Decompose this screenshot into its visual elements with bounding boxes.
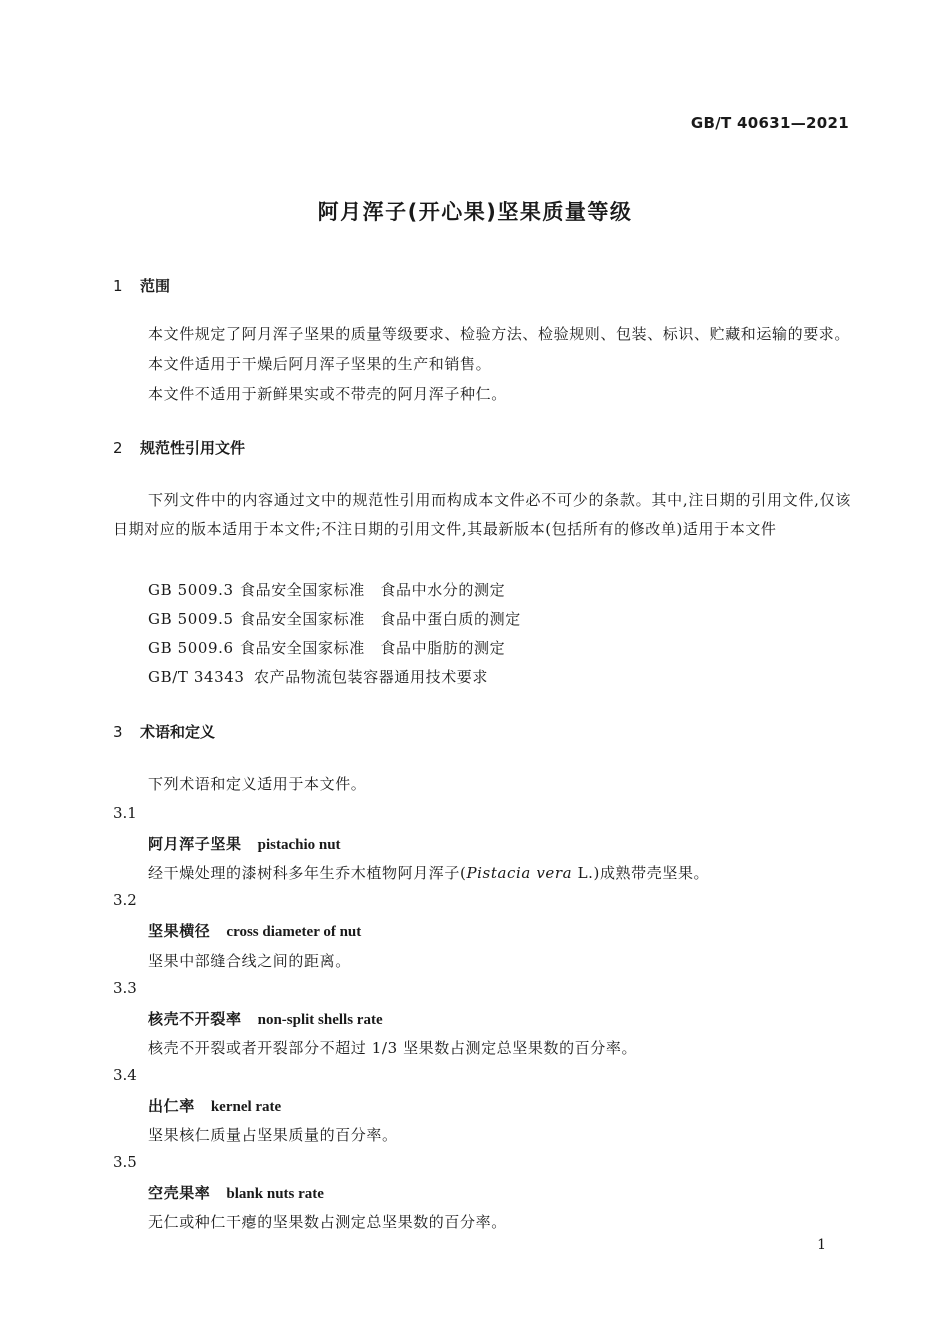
reference-code: GB/T 34343 [148,668,245,686]
term-zh: 出仁率 [148,1097,195,1115]
paragraph: 下列术语和定义适用于本文件。 [148,775,367,793]
term-heading [148,1182,324,1203]
term-number: 3.4 [113,1066,137,1084]
reference-item [148,608,521,629]
reference-code: GB 5009.5 [148,610,234,628]
term-en: blank nuts rate [226,1186,324,1202]
paragraph: 本文件不适用于新鲜果实或不带壳的阿月浑子种仁。 [148,385,507,403]
term-en: kernel rate [210,1099,282,1115]
term-number: 3.1 [113,804,137,822]
paragraph: 本文件规定了阿月浑子坚果的质量等级要求、检验方法、检验规则、包装、标识、贮藏和运输的要求。 [148,325,851,343]
page-number: 1 [817,1237,826,1253]
section-title: 范围 [140,277,171,295]
section-number: 1 [113,277,123,295]
reference-title: 食品安全国家标准 食品中蛋白质的测定 [240,610,521,628]
term-definition: 无仁或种仁干瘪的坚果数占测定总坚果数的百分率。 [148,1213,507,1231]
term-heading [148,833,341,854]
definition-text: 经干燥处理的漆树科多年生乔木植物阿月浑子( [148,864,467,882]
term-number: 3.2 [113,891,137,909]
term-heading [148,1095,281,1116]
reference-item [148,579,505,600]
term-number: 3.5 [113,1153,137,1171]
standard-number: GB/T 40631—2021 [690,114,849,132]
scientific-name: Pistacia vera [466,864,573,882]
document-title: 阿月浑子(开心果)坚果质量等级 [317,200,633,224]
reference-title: 食品安全国家标准 食品中脂肪的测定 [240,639,506,657]
section-1-heading [113,275,170,296]
section-title: 规范性引用文件 [140,439,246,457]
term-zh: 空壳果率 [148,1184,211,1202]
reference-code: GB 5009.3 [148,581,234,599]
section-3-heading [113,721,215,742]
term-en: non-split shells rate [257,1012,383,1028]
term-zh: 阿月浑子坚果 [148,835,242,853]
term-number: 3.3 [113,979,137,997]
reference-code: GB 5009.6 [148,639,234,657]
reference-item [148,666,488,687]
section-2-heading [113,437,245,458]
reference-title: 农产品物流包装容器通用技术要求 [254,668,489,686]
paragraph: 本文件适用于干燥后阿月浑子坚果的生产和销售。 [148,355,492,373]
section-number: 2 [113,439,123,457]
section-number: 3 [113,723,123,741]
reference-title: 食品安全国家标准 食品中水分的测定 [240,581,506,599]
term-heading [148,1008,383,1029]
term-definition [148,862,709,883]
term-definition: 坚果中部缝合线之间的距离。 [148,952,351,970]
term-heading [148,920,361,941]
term-definition: 核壳不开裂或者开裂部分不超过 1/3 坚果数占测定总坚果数的百分率。 [148,1039,638,1057]
term-zh: 核壳不开裂率 [148,1010,242,1028]
term-definition: 坚果核仁质量占坚果质量的百分率。 [148,1126,398,1144]
paragraph: 下列文件中的内容通过文中的规范性引用而构成本文件必不可少的条款。其中,注日期的引用文件,仅该日期对应的版本适用于本文件;不注日期的引用文件,其最新版本(包括所有的修改单)适用于本文件 [113,491,851,538]
term-en: cross diameter of nut [226,924,362,940]
term-zh: 坚果横径 [148,922,211,940]
definition-text: L.)成熟带壳坚果。 [572,864,710,882]
section-title: 术语和定义 [140,723,216,741]
term-en: pistachio nut [257,837,341,853]
reference-item [148,637,505,658]
